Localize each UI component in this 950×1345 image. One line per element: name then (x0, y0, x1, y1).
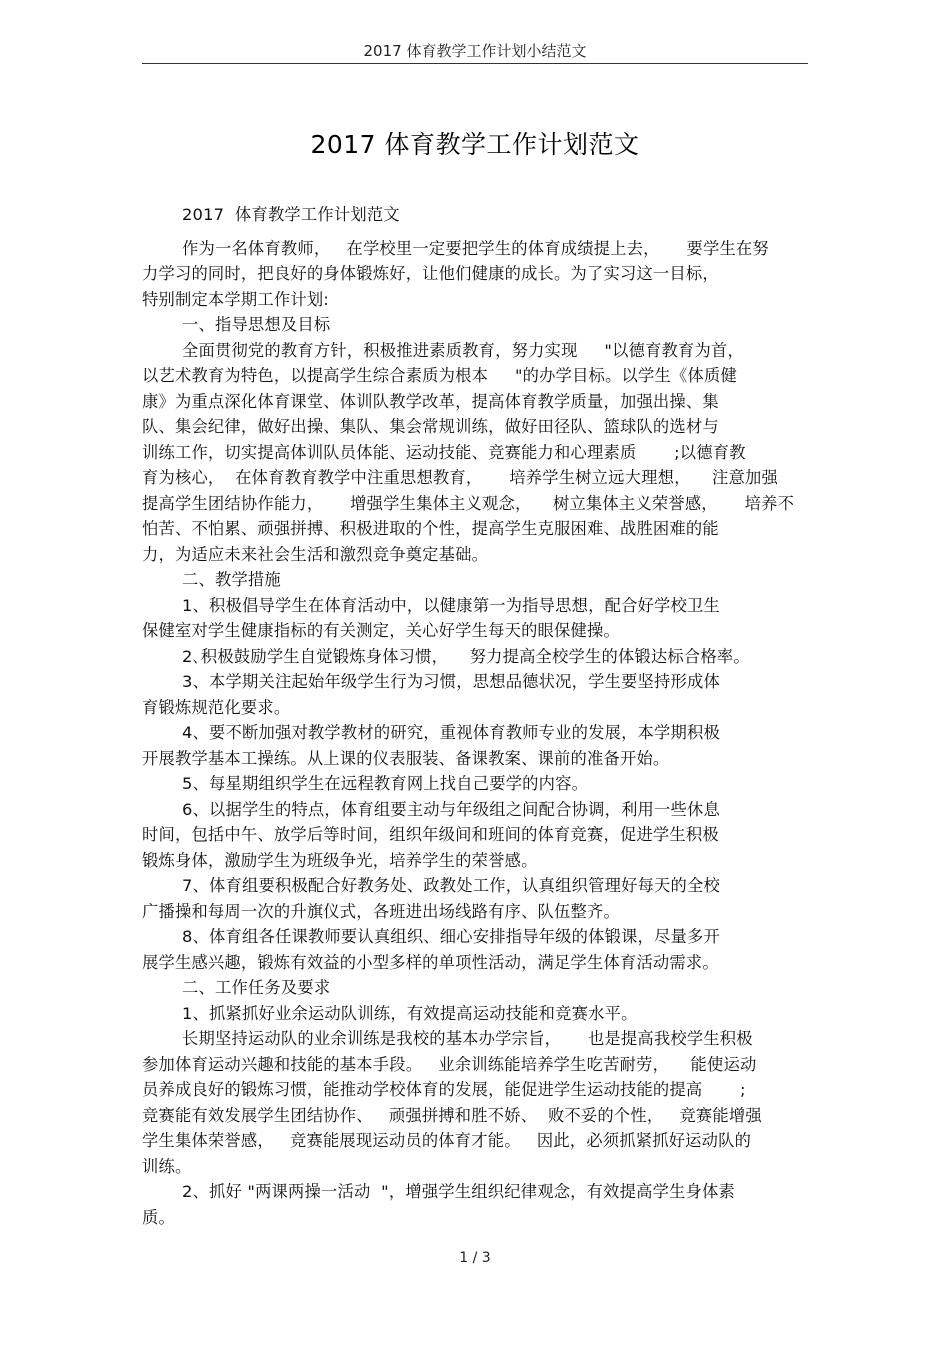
header-rule (142, 63, 808, 64)
paragraph-line: 二、工作任务及要求 (182, 978, 331, 997)
running-header: 2017 体育教学工作计划小结范文 (363, 42, 587, 60)
document-title: 2017 体育教学工作计划范文 (310, 130, 640, 159)
paragraph-line: 7、体育组要积极配合好教务处、政教处工作，认真组织管理好每天的全校 (182, 876, 720, 895)
paragraph-line: 二、教学措施 (182, 570, 281, 589)
paragraph-line: 质。 (142, 1207, 175, 1227)
paragraph-line: 1、积极倡导学生在体育活动中，以健康第一为指导思想，配合好学校卫生 (182, 595, 720, 615)
paragraph-line: 特别制定本学期工作计划: (142, 289, 329, 309)
paragraph-line: 队、集会纪律，做好出操、集队、集会常规训练，做好田径队、篮球队的选材与 (142, 417, 719, 436)
paragraph-line: 长期坚持运动队的业余训练是我校的基本办学宗旨， 也是提高我校学生积极 (182, 1029, 753, 1048)
paragraph-line: 学生集体荣誉感， 竞赛能展现运动员的体育才能。 因此，必须抓紧抓好运动队的 (142, 1131, 752, 1150)
paragraph-line: 康》为重点深化体育课堂、体训队教学改革，提高体育教学质量，加强出操、集 (142, 391, 719, 411)
paragraph-line: 力，为适应未来社会生活和激烈竞争奠定基础。 (142, 544, 489, 564)
paragraph-line: 广播操和每周一次的升旗仪式，各班进出场线路有序、队伍整齐。 (142, 901, 620, 921)
subtitle-line: 2017 体育教学工作计划范文 (182, 205, 400, 224)
paragraph-line: 训练。 (142, 1156, 192, 1176)
body-text (142, 202, 808, 1230)
paragraph-line: 8、体育组各任课教师要认真组织、细心安排指导年级的体锻课，尽量多开 (182, 927, 720, 946)
paragraph-line: 展学生感兴趣，锻炼有效益的小型多样的单项性活动，满足学生体育活动需求。 (142, 952, 719, 972)
paragraph-line: 员养成良好的锻炼习惯，能推动学校体育的发展，能促进学生运动技能的提高 ; (142, 1080, 746, 1099)
paragraph-line: 训练工作，切实提高体训队员体能、运动技能、竞赛能力和心理素质 ;以德育教 (142, 442, 746, 462)
paragraph-line: 时间，包括中午、放学后等时间，组织年级间和班间的体育竞赛，促进学生积极 (142, 825, 719, 844)
paragraph-line: 力学习的同时，把良好的身体锻炼好，让他们健康的成长。为了实习这一目标， (142, 264, 719, 283)
paragraph-line: 5、每星期组织学生在远程教育网上找自己要学的内容。 (182, 774, 589, 793)
paragraph-line: 锻炼身体，激励学生为班级争光，培养学生的荣誉感。 (142, 850, 538, 870)
paragraph-line: 育锻炼规范化要求。 (142, 697, 291, 717)
paragraph-line: 参加体育运动兴趣和技能的基本手段。 业余训练能培养学生吃苦耐劳， 能使运动 (142, 1054, 757, 1074)
paragraph-line: 提高学生团结协作能力， 增强学生集体主义观念， 树立集体主义荣誉感， 培养不 (142, 493, 795, 513)
paragraph-line: 一、指导思想及目标 (182, 315, 331, 334)
paragraph-line: 育为核心， 在体育教育教学中注重思想教育， 培养学生树立远大理想， 注意加强 (142, 468, 778, 487)
paragraph-line: 作为一名体育教师， 在学校里一定要把学生的体育成绩提上去， 要学生在努 (182, 238, 769, 258)
paragraph-line: 1、抓紧抓好业余运动队训练，有效提高运动技能和竞赛水平。 (182, 1003, 638, 1023)
paragraph-line: 开展教学基本工操练。从上课的仪表服装、备课教案、课前的准备开始。 (142, 748, 670, 768)
paragraph-line: 怕苦、不怕累、顽强拼搏、积极进取的个性，提高学生克服困难、战胜困难的能 (142, 519, 719, 538)
paragraph-line: 4、要不断加强对教学教材的研究，重视体育教师专业的发展，本学期积极 (182, 723, 720, 742)
paragraph-line: 2､积极鼓励学生自觉锻炼身体习惯， 努力提高全校学生的体锻达标合格率。 (182, 646, 750, 666)
paragraph-line: 3、本学期关注起始年级学生行为习惯，思想品德状况，学生要坚持形成体 (182, 672, 720, 691)
paragraph-line: 全面贯彻党的教育方针，积极推进素质教育，努力实现 "以德育教育为首， (182, 340, 744, 360)
page-number: 1 / 3 (459, 1250, 491, 1266)
paragraph-line: 竞赛能有效发展学生团结协作、 顽强拼搏和胜不娇、 败不妥的个性， 竞赛能增强 (142, 1105, 762, 1125)
paragraph-line: 6、以据学生的特点，体育组要主动与年级组之间配合协调，利用一些休息 (182, 799, 720, 819)
paragraph-line: 以艺术教育为特色，以提高学生综合素质为根本 "的办学目标。以学生《体质健 (142, 366, 737, 385)
paragraph-line: 2、抓好 "两课两操一活动 "，增强学生组织纪律观念，有效提高学生身体素 (182, 1182, 735, 1201)
paragraph-line: 保健室对学生健康指标的有关测定，关心好学生每天的眼保健操。 (142, 621, 620, 640)
